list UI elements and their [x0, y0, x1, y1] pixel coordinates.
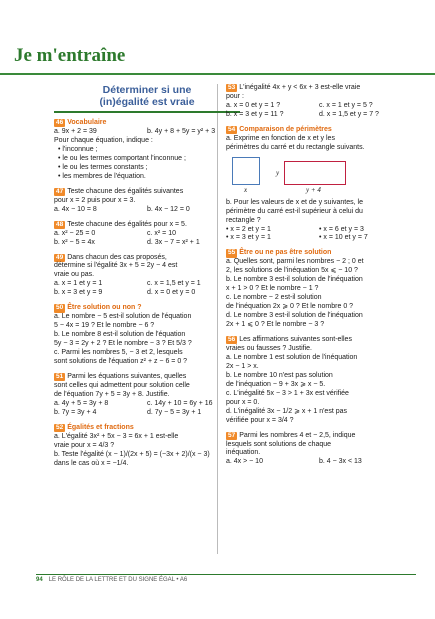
perimeter-figure: [226, 153, 412, 199]
square-shape: [232, 157, 260, 185]
rect-height-label: y: [276, 168, 280, 177]
exercise-49: 49 Dans chacun des cas proposés, détermine si l'égalité 3x + 5 = 2y − 4 est vraie ou pas. a. x = 1 et y = 1 c. x = 1,5 et y = 1 b. x = 3 et y = 9 d. x = 0 et y = 0: [54, 253, 201, 297]
exercise-47: 47 Teste chacune des égalités suivantes pour x = 2 puis pour x = 3. a. 4x − 10 = 8 b. 4x − 12 = 0: [54, 187, 190, 213]
footer-text: LE RÔLE DE LA LETTRE ET DU SIGNE ÉGAL • A6: [48, 577, 188, 583]
square-side-label: x: [244, 185, 248, 194]
exercise-52: 52 Égalités et fractions a. L'égalité 3x² + 5x − 3 = 6x + 1 est-elle vraie pour x = 4/3 ? b. Teste l'égalité (x − 1)/(2x + 5) = (−3x + 2)/(x − 3) dans le cas où x = −1/4.: [54, 423, 210, 467]
chapter-header: [0, 40, 435, 76]
exercise-46: 46 Vocabulaire a. 9x + 2 = 39 b. 4y + 8 + 5y = y² + 3 Pour chaque équation, indique : • l'inconnue ; • le ou les termes comportant l'inconnue ; • le ou les termes constants ; • les membres de l'équation.: [54, 119, 240, 182]
exercise-56: 56 Les affirmations suivantes sont-elles vraies ou fausses ? Justifie. a. Le nombre 1 est solution de l'inéquation 2x − 1 > x. b. Le nombre 10 n'est pas solution de l'inéquation − 9 + 3x ⩾ x − 5. c. L'inégalité 5x − 3 > 1 + 3x est vérifiée pour x = 0. d. L'inégalité 3x − 1/2 ⩾ x + 1 n'est pas vérifiée pour x = 3/4 ?: [226, 336, 358, 424]
footer-rule: [36, 574, 416, 575]
exercise-number: 46: [56, 119, 64, 127]
exercise-51: 51 Parmi les équations suivantes, quelles sont celles qui admettent pour solution celle de l'équation 7y + 5 = 3y + 8. Justifie. a. 4y + 5 = 3y + 8 c. 14y + 10 = 6y + 16 b. 7y = 3y + 4 d. 7y − 5 = 3y + 1: [54, 372, 213, 416]
exercise-55: 55 Être ou ne pas être solution a. Quelles sont, parmi les nombres − 2 ; 0 et 2, les solutions de l'inéquation 5x ⩽ − 10 ? b. Le nombre 3 est-il solution de l'inéquation x + 1 > 0 ? Et le nombre − 1 ? c. Le nombre − 2 est-il solution de l'inéquation 2x ⩾ 0 ? Et le nombre 0 ? d. Le nombre 3 est-il solution de l'inéquation 2x + 1 ⩽ 0 ? Et le nombre − 3 ?: [226, 249, 364, 329]
right-column: [226, 84, 412, 473]
section-rule: [54, 111, 240, 113]
section-title: Déterminer si une (in)égalité est vraie: [99, 84, 195, 109]
exercise-57: 57 Parmi les nombres 4 et − 2,5, indique lesquels sont solutions de chaque inéquation. a. 4x > − 10 b. 4 − 3x < 13: [226, 431, 362, 466]
page-footer: [36, 577, 187, 585]
left-column: [54, 84, 240, 474]
rect-width-label: y + 4: [306, 185, 321, 194]
header-rule: [0, 73, 435, 75]
exercise-48: 48 Teste chacune des égalités pour x = 5. a. x² − 25 = 0 c. x² = 10 b. x² − 5 = 4x d. 3x − 7 = x² + 1: [54, 220, 200, 246]
page-number: 94: [36, 577, 43, 583]
rectangle-shape: [284, 161, 346, 185]
exercise-50: 50 Être solution ou non ? a. Le nombre − 5 est-il solution de l'équation 5 − 4x = 19 ? Et le nombre − 6 ? b. Le nombre 8 est-il solution de l'équation 5y − 3 = 2y + 2 ? Et le nombre − 3 ? Et 5/3 ? c. Parmi les nombres 5, − 3 et 2, lesquels sont solutions de l'équation z² + z − 6 = 0 ?: [54, 304, 192, 365]
bullet-list: • l'inconnue ; • le ou les termes comportant l'inconnue ; • le ou les termes constants ; • les membres de l'équation.: [58, 145, 186, 180]
page-title: Je m'entraîne: [14, 45, 126, 66]
exercise-54: 54 Comparaison de périmètres a. Exprime en fonction de x et y les périmètres du carré et du rectangle suivants. x y y + 4 b. Pour les valeurs de x et de y suivantes, le périmètre du carré est-il supérieur à celui du rectangle ? • x = 2 et y = 1 • x = 6 et y = 3 • x = 3 et y = 1 • x = 10 et y = 7: [226, 126, 412, 244]
exercise-53: 53 L'inégalité 4x + y < 6x + 3 est-elle vraie pour : a. x = 0 et y = 1 ? c. x = 1 et y = 5 ? b. x = 3 et y = 11 ? d. x = 1,5 et y = 7 ?: [226, 84, 379, 118]
